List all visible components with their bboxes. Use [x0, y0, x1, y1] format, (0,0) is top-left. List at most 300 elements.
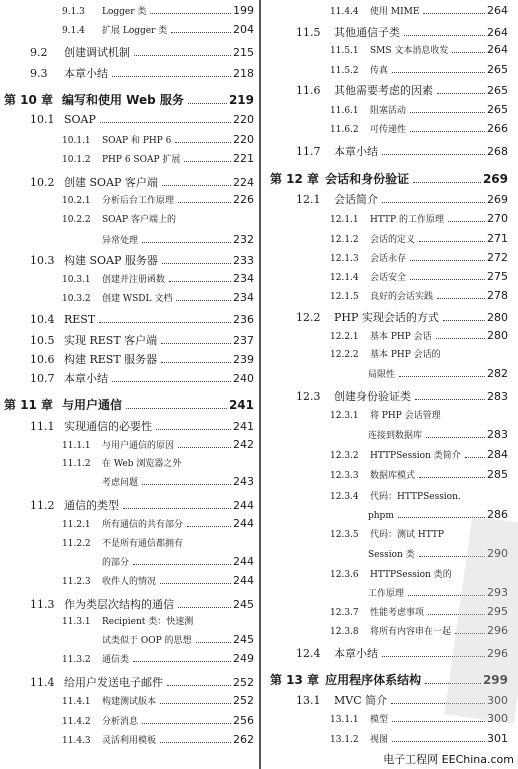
page-number: 249 [233, 652, 254, 665]
toc-entry [330, 4, 508, 17]
entry-title: 会话永存 [370, 254, 407, 264]
entry-title: 连接到数据库 [368, 431, 423, 441]
toc-entry [62, 291, 254, 304]
entry-number: 13.1.2 [330, 735, 359, 745]
dot-leader [160, 582, 231, 584]
page-number: 270 [487, 212, 508, 225]
entry-title: 良好的会话实践 [370, 292, 434, 302]
toc-entry [30, 370, 254, 386]
page-number: 237 [233, 334, 254, 347]
entry-title: Recipient 类：快速测 [102, 617, 194, 627]
entry-number: 12.1.1 [330, 215, 359, 225]
dot-leader [175, 141, 231, 143]
entry-title: 本章小结 [64, 372, 108, 385]
dot-leader [161, 342, 231, 344]
page-number: 265 [487, 103, 508, 116]
dot-leader [184, 160, 231, 162]
page-number: 293 [487, 586, 508, 599]
entry-title: SOAP 和 PHP 6 [102, 136, 172, 146]
entry-number: 12.3.5 [330, 530, 359, 540]
page-number: 300 [487, 694, 508, 707]
toc-entry [330, 212, 508, 225]
entry-title: PHP 6 SOAP 扩展 [102, 155, 181, 165]
entry-title: 收件人的情况 [102, 577, 157, 587]
dot-leader [410, 278, 485, 280]
page-number: 283 [487, 428, 508, 441]
entry-number: 12.1.2 [330, 235, 359, 245]
page-number: 232 [233, 233, 254, 246]
dot-leader [413, 181, 481, 183]
entry-title: 应用程序体系结构 [325, 673, 422, 687]
toc-entry [30, 418, 254, 434]
entry-title: 与用户通信的原因 [102, 441, 175, 451]
entry-number: 11.7 [296, 145, 321, 158]
page-number: 234 [233, 291, 254, 304]
entry-number: 12.1.3 [330, 254, 359, 264]
entry-number: 11.4.1 [62, 697, 91, 707]
page-number: 264 [487, 43, 508, 56]
entry-title: 实现通信的必要性 [64, 420, 152, 433]
page-number: 280 [487, 311, 508, 324]
entry-number: 11.3 [30, 598, 55, 611]
toc-entry [30, 174, 254, 190]
page-number: 265 [487, 84, 508, 97]
dot-leader [178, 446, 231, 448]
entry-number: 12.3.2 [330, 451, 359, 461]
page-number: 272 [487, 251, 508, 264]
toc-entry [102, 233, 254, 246]
page-number: 300 [487, 712, 508, 725]
entry-number: 12.1.5 [330, 292, 359, 302]
toc-entry [102, 555, 254, 568]
entry-number: 10.1.1 [62, 136, 91, 146]
page-number: 244 [233, 574, 254, 587]
entry-number: 12.3.1 [330, 411, 359, 421]
entry-number: 11.6.1 [330, 106, 359, 116]
entry-title: 与用户通信 [62, 398, 123, 412]
page-number: 219 [228, 93, 254, 107]
dot-leader [423, 12, 485, 14]
dot-leader [133, 563, 231, 565]
entry-number: 9.2 [30, 46, 48, 59]
dot-leader [178, 606, 231, 608]
page-number: 243 [233, 475, 254, 488]
entry-title: SOAP 客户端上的 [102, 215, 176, 225]
dot-leader [437, 297, 485, 299]
entry-number: 12.1.4 [330, 273, 359, 283]
toc-entry [62, 152, 254, 165]
entry-title: 分析后台工作原理 [102, 196, 175, 206]
entry-title: 会话和身份验证 [325, 172, 410, 186]
page-number: 278 [487, 289, 508, 302]
toc-entry [30, 65, 254, 81]
entry-title: 给用户发送电子邮件 [64, 676, 163, 689]
entry-number: 第 12 章 [270, 172, 320, 186]
entry-title: 的部分 [102, 558, 130, 568]
entry-title: 视图 [370, 735, 389, 745]
toc-entry [330, 329, 508, 342]
dot-leader [410, 130, 485, 132]
page-number: 244 [233, 499, 254, 512]
entry-title: 其他通信子类 [334, 26, 400, 39]
dot-leader [162, 184, 231, 186]
toc-entry [62, 193, 254, 206]
entry-title: HTTPSession 类的 [370, 570, 452, 580]
entry-title: 将 PHP 会话管理 [370, 411, 441, 421]
toc-entry [62, 574, 254, 587]
entry-number: 12.2 [296, 311, 321, 324]
dot-leader [392, 71, 485, 73]
entry-title: 局限性 [368, 370, 396, 380]
page-number: 285 [487, 468, 508, 481]
entry-title: 模型 [370, 715, 389, 725]
dot-leader [187, 525, 231, 527]
entry-title: 数据库模式 [370, 471, 416, 481]
page-number: 244 [233, 517, 254, 530]
dot-leader [133, 660, 231, 662]
page-number: 266 [487, 122, 508, 135]
toc-entry [330, 103, 508, 116]
entry-title: 阻塞活动 [370, 106, 407, 116]
entry-title: 通信类 [102, 655, 130, 665]
dot-leader [100, 121, 231, 123]
entry-number: 第 13 章 [270, 673, 320, 687]
toc-entry [62, 652, 254, 665]
entry-number: 10.2.1 [62, 196, 91, 206]
toc-entry [296, 82, 508, 98]
toc-entry [30, 351, 254, 367]
entry-title: 试类似于 OOP 的思想 [102, 636, 192, 646]
toc-entry [62, 4, 254, 17]
dot-leader [99, 321, 231, 323]
page-number: 265 [487, 63, 508, 76]
entry-number: 10.2 [30, 176, 55, 189]
toc-entry [296, 388, 508, 404]
toc-entry [102, 633, 254, 646]
entry-title: 所有通信的共有部分 [102, 520, 184, 530]
toc-entry [4, 91, 254, 108]
entry-number: 12.3.6 [330, 570, 359, 580]
entry-number: 12.1 [296, 193, 321, 206]
entry-title: 其他需要考虑的因素 [334, 84, 433, 97]
entry-number: 10.3.2 [62, 294, 91, 304]
page-number: 242 [233, 438, 254, 451]
toc-entry [330, 289, 508, 302]
entry-number: 11.3.1 [62, 617, 91, 627]
toc-entry [62, 733, 254, 746]
watermark-text: 电子工程网 EEChina.com [383, 753, 514, 766]
dot-leader [126, 407, 227, 409]
entry-number: 9.3 [30, 67, 48, 80]
toc-entry [330, 63, 508, 76]
entry-number: 11.5.2 [330, 66, 359, 76]
entry-number: 11.2.1 [62, 520, 91, 530]
entry-title: 本章小结 [334, 145, 378, 158]
dot-leader [123, 507, 231, 509]
entry-title: 基本 PHP 会话的 [370, 350, 441, 360]
dot-leader [134, 54, 231, 56]
page-number: 283 [487, 390, 508, 403]
page-number: 275 [487, 270, 508, 283]
entry-title: 本章小结 [334, 647, 378, 660]
entry-number: 13.1 [296, 694, 321, 707]
page-number: 268 [487, 145, 508, 158]
toc-entry [330, 448, 508, 461]
entry-title: 创建 SOAP 客户端 [64, 176, 158, 189]
page-number: 271 [487, 232, 508, 245]
entry-title: REST [64, 313, 96, 326]
dot-leader [399, 375, 485, 377]
entry-title: 实现 REST 客户端 [64, 334, 158, 347]
toc-entry [330, 270, 508, 283]
entry-number: 10.7 [30, 372, 55, 385]
dot-leader [171, 31, 231, 33]
toc-entry [296, 309, 508, 325]
toc-entry [62, 212, 254, 225]
page-number: 236 [233, 313, 254, 326]
entry-title: 可传递性 [370, 125, 407, 135]
page-number: 264 [487, 4, 508, 17]
page-number: 239 [233, 353, 254, 366]
toc-entry [30, 252, 254, 268]
dot-leader [188, 102, 227, 104]
dot-leader [404, 34, 485, 36]
toc-entry [30, 596, 254, 612]
page-number: 295 [487, 605, 508, 618]
toc-entry [270, 170, 508, 187]
page-number: 224 [233, 176, 254, 189]
dot-leader [196, 641, 231, 643]
page-number: 240 [233, 372, 254, 385]
toc-entry [62, 536, 254, 549]
page-number: 199 [233, 4, 254, 17]
dot-leader [176, 299, 231, 301]
entry-title: HTTPSession 类简介 [370, 451, 461, 461]
dot-leader [142, 483, 231, 485]
entry-number: 13.1.1 [330, 715, 359, 725]
dot-leader [160, 702, 231, 704]
page-number: 264 [487, 26, 508, 39]
toc-entry [62, 23, 254, 36]
dot-leader [156, 428, 231, 430]
entry-number: 11.1.1 [62, 441, 91, 451]
toc-entry [330, 251, 508, 264]
entry-number: 11.1.2 [62, 459, 91, 469]
entry-number: 11.4.3 [62, 736, 91, 746]
entry-title: 构建测试版本 [102, 697, 157, 707]
dot-leader [437, 92, 485, 94]
dot-leader [162, 262, 231, 264]
toc-entry [30, 332, 254, 348]
dot-leader [142, 241, 231, 243]
dot-leader [167, 684, 231, 686]
dot-leader [419, 476, 485, 478]
entry-title: 代码：测试 HTTP [370, 530, 444, 540]
dot-leader [160, 741, 231, 743]
page-number: 269 [482, 172, 508, 186]
toc-entry [62, 456, 254, 469]
entry-number: 11.4.4 [330, 7, 359, 17]
dot-leader [410, 259, 485, 261]
page-number: 241 [228, 398, 254, 412]
dot-leader [465, 456, 485, 458]
dot-leader [410, 111, 485, 113]
toc-entry [62, 133, 254, 146]
toc-entry [30, 113, 254, 126]
page-number: 290 [487, 547, 508, 560]
entry-number: 12.3.8 [330, 627, 359, 637]
page-number: 269 [487, 193, 508, 206]
toc-entry [62, 272, 254, 285]
dot-leader [142, 722, 231, 724]
entry-title: phpm [368, 511, 394, 521]
page-number: 296 [487, 647, 508, 660]
entry-number: 11.6 [296, 84, 321, 97]
entry-title: 编写和使用 Web 服务 [62, 93, 184, 107]
dot-leader [452, 51, 485, 53]
page-number: 256 [233, 714, 254, 727]
entry-number: 12.2.1 [330, 332, 359, 342]
entry-title: 将所有内容串在一起 [370, 627, 452, 637]
entry-title: 本章小结 [64, 67, 108, 80]
entry-title: 不是所有通信都拥有 [102, 539, 184, 549]
entry-number: 10.1.2 [62, 155, 91, 165]
page-number: 220 [233, 133, 254, 146]
toc-entry [330, 468, 508, 481]
page-number: 282 [487, 367, 508, 380]
page-number: 220 [233, 113, 254, 126]
entry-number: 10.3 [30, 254, 55, 267]
entry-number: 11.5 [296, 26, 321, 39]
page-number: 262 [233, 733, 254, 746]
entry-title: 代码：HTTPSession. [370, 492, 461, 502]
toc-entry [62, 517, 254, 530]
entry-number: 10.3.1 [62, 275, 91, 285]
dot-leader [392, 740, 485, 742]
toc-entry [30, 44, 254, 60]
entry-number: 11.3.2 [62, 655, 91, 665]
entry-title: MVC 简介 [334, 694, 388, 707]
toc-entry [330, 122, 508, 135]
entry-title: 创建并注册函数 [102, 275, 166, 285]
toc-entry [62, 714, 254, 727]
entry-title: Logger 类 [102, 7, 147, 17]
toc-entry [296, 191, 508, 207]
entry-title: 扩展 Logger 类 [102, 26, 168, 36]
page-number: 252 [233, 676, 254, 689]
entry-title: 工作原理 [368, 589, 405, 599]
dot-leader [436, 337, 485, 339]
entry-title: 创建调试机制 [64, 46, 130, 59]
toc-entry [330, 732, 508, 745]
entry-title: 使用 MIME [370, 7, 420, 17]
entry-title: 会话简介 [334, 193, 378, 206]
page-number: 299 [482, 673, 508, 687]
entry-title: SMS 文本消息收发 [370, 46, 449, 56]
entry-number: 10.4 [30, 313, 55, 326]
entry-title: PHP 实现会话的方式 [334, 311, 439, 324]
page-number: 221 [233, 152, 254, 165]
entry-title: 分析消息 [102, 717, 139, 727]
toc-entry [4, 396, 254, 413]
page-number: 218 [233, 67, 254, 80]
dot-leader [419, 240, 485, 242]
entry-title: 通信的类型 [64, 499, 119, 512]
toc-entry [62, 614, 254, 627]
entry-number: 第 11 章 [4, 398, 54, 412]
page-number: 244 [233, 555, 254, 568]
page-number: 233 [233, 254, 254, 267]
toc-entry [330, 408, 508, 421]
page-number: 245 [233, 633, 254, 646]
entry-number: 12.3.3 [330, 471, 359, 481]
entry-title: 异常处理 [102, 236, 139, 246]
page-number: 252 [233, 694, 254, 707]
entry-number: 10.5 [30, 334, 55, 347]
entry-number: 12.3.7 [330, 608, 359, 618]
page-number: 296 [487, 624, 508, 637]
page-number: 234 [233, 272, 254, 285]
entry-number: 10.1 [30, 113, 55, 126]
entry-title: 性能考虑事项 [370, 608, 425, 618]
entry-title: 基本 PHP 会话 [370, 332, 432, 342]
page-number: 215 [233, 46, 254, 59]
page-number: 284 [487, 448, 508, 461]
page-number: 286 [487, 508, 508, 521]
entry-title: 作为类层次结构的通信 [64, 598, 174, 611]
entry-title: 考虑问题 [102, 478, 139, 488]
toc-entry [30, 674, 254, 690]
entry-title: 传真 [370, 66, 389, 76]
dot-leader [382, 201, 485, 203]
dot-leader [415, 398, 485, 400]
entry-title: 构建 REST 服务器 [64, 353, 158, 366]
dot-leader [150, 12, 231, 14]
toc-entry [330, 347, 508, 360]
entry-number: 9.1.3 [62, 7, 85, 17]
entry-number: 第 10 章 [4, 93, 54, 107]
page-number: 204 [233, 23, 254, 36]
entry-number: 11.2 [30, 499, 55, 512]
entry-number: 11.4.2 [62, 717, 91, 727]
dot-leader [382, 153, 485, 155]
entry-title: HTTP 的工作原理 [370, 215, 444, 225]
toc-entry [330, 43, 508, 56]
page-number: 245 [233, 598, 254, 611]
entry-number: 10.2.2 [62, 215, 91, 225]
toc-entry [330, 232, 508, 245]
toc-entry [102, 475, 254, 488]
entry-number: 12.3 [296, 390, 321, 403]
toc-entry [62, 438, 254, 451]
toc-entry [30, 497, 254, 513]
entry-number: 11.6.2 [330, 125, 359, 135]
entry-title: Session 类 [368, 550, 415, 560]
page-number: 280 [487, 329, 508, 342]
dot-leader [392, 720, 485, 722]
entry-title: 构建 SOAP 服务器 [64, 254, 158, 267]
entry-title: 创建身份验证类 [334, 390, 411, 403]
entry-title: 灵活利用模板 [102, 736, 157, 746]
entry-number: 10.6 [30, 353, 55, 366]
dot-leader [443, 319, 485, 321]
entry-title: 会话安全 [370, 273, 407, 283]
toc-entry [296, 143, 508, 159]
toc-entry [368, 428, 508, 441]
column-divider [259, 0, 261, 769]
entry-title: SOAP [64, 113, 96, 126]
page-number: 241 [233, 420, 254, 433]
